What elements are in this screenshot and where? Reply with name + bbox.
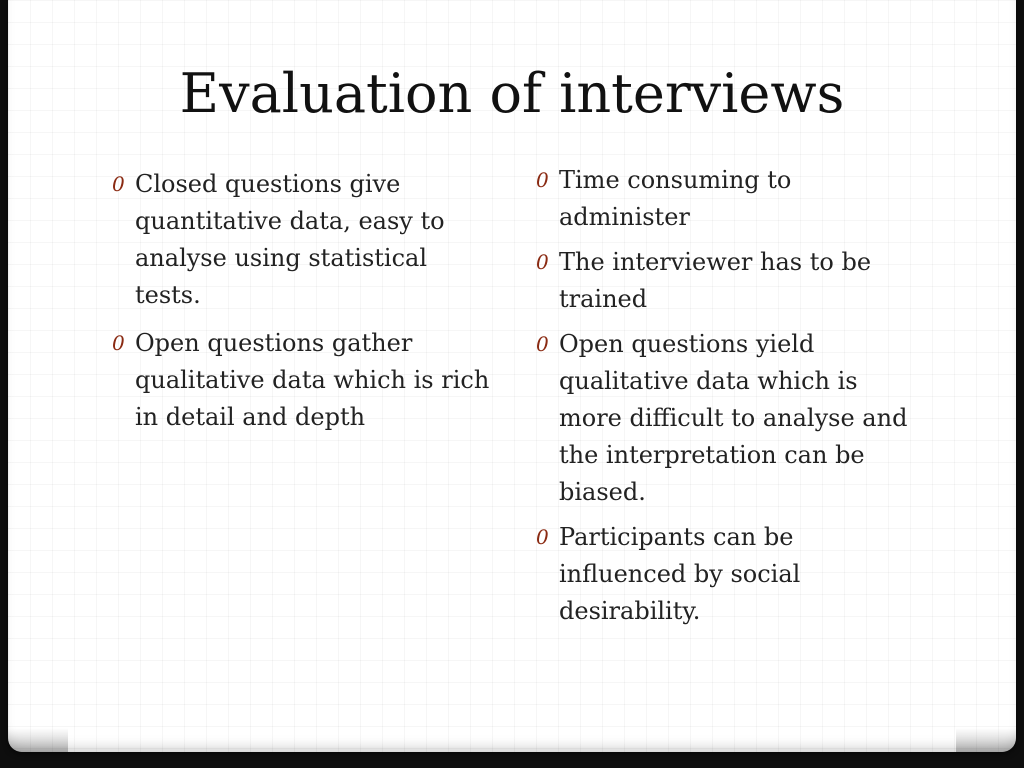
bullet-marker-icon: 0 [112,172,125,196]
bullet-text: Open questions gather qualitative data which is rich in detail and depth [135,329,490,431]
bullet-item [536,326,926,511]
slide-page [8,0,1016,752]
page-curl-left [8,728,68,752]
slide-title: Evaluation of interviews [179,62,845,125]
bullet-text: Closed questions give quantitative data, easy to analyse using statistical tests. [135,170,445,309]
bullet-item [112,325,492,436]
bullet-item [536,244,926,318]
page-curl-right [956,728,1016,752]
bullet-marker-icon: 0 [112,331,125,355]
bullet-marker-icon: 0 [536,250,549,274]
bullet-item [112,166,492,314]
bullet-marker-icon: 0 [536,332,549,356]
left-bullet-column [112,166,492,447]
bullet-text: Time consuming to administer [559,166,792,231]
bullet-text: Open questions yield qualitative data which is more difficult to analyse and the interpretation can be biased. [559,330,908,506]
bullet-text: The interviewer has to be trained [559,248,872,313]
bullet-marker-icon: 0 [536,525,549,549]
bullet-marker-icon: 0 [536,168,549,192]
right-bullet-column [536,162,926,638]
bullet-item [536,162,926,236]
bullet-text: Participants can be influenced by social desirability. [559,523,801,625]
bullet-item [536,519,926,630]
